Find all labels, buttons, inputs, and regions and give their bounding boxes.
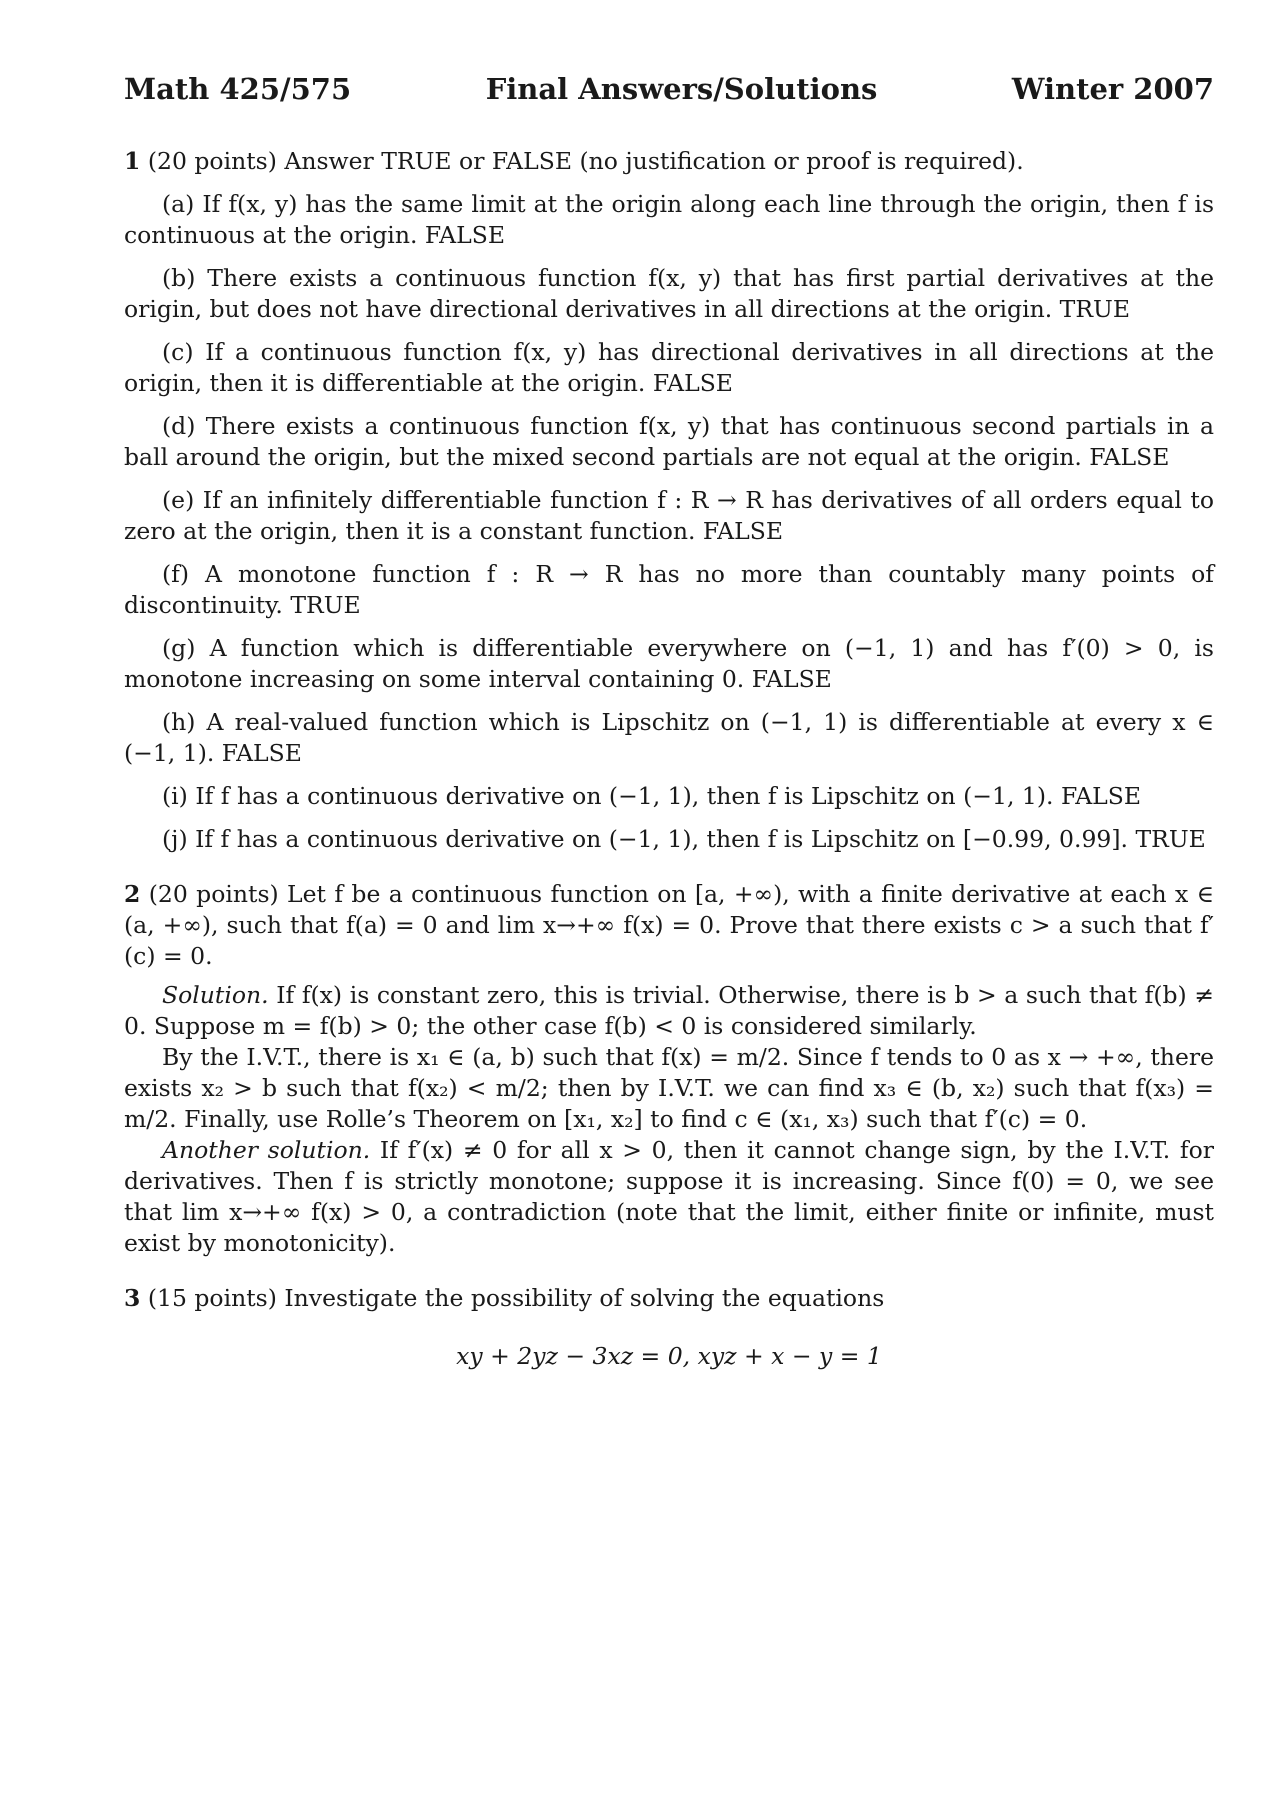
q1-item-b: (b) There exists a continuous function f(x, y) that has first partial derivatives at the origin, but does not have directional derivatives in all directions at the origin. TRUE: [124, 264, 1214, 323]
q1-item-i: (i) If f has a continuous derivative on (−1, 1), then f is Lipschitz on (−1, 1). FALSE: [162, 782, 1142, 810]
q1-item-c: (c) If a continuous function f(x, y) has directional derivatives in all directions at the origin, then it is differentiable at the origin. FALSE: [124, 338, 1214, 397]
q2-solution-continued: By the I.V.T., there is x₁ ∈ (a, b) such that f(x) = m/2. Since f tends to 0 as x → +∞, there exists x₂ > b such that f(x₂) < m/2; then by I.V.T. we can find x₃ ∈ (b, x₂) such that f(x₃) = m/2. Finally, use Rolle’s Theorem on [x₁, x₂] to find c ∈ (x₁, x₃) such that f′(c) = 0.: [124, 1043, 1214, 1133]
solution-label: Solution.: [162, 981, 269, 1009]
course-number: Math 425/575: [124, 72, 352, 106]
q1-item-e: (e) If an infinitely differentiable function f : R → R has derivatives of all orders equal to zero at the origin, then it is a constant function. FALSE: [124, 486, 1214, 545]
exam-page: [124, 72, 1214, 1370]
q3-equation: xy + 2yz − 3xz = 0, xyz + x − y = 1: [456, 1342, 882, 1370]
q1-item-f: (f) A monotone function f : R → R has no more than countably many points of discontinuity. TRUE: [124, 560, 1214, 619]
question-number: 2: [124, 880, 141, 908]
question-3-prompt: 3 (15 points) Investigate the possibility of solving the equations: [124, 1284, 885, 1312]
question-number: 3: [124, 1284, 141, 1312]
question-1-prompt: 1 (20 points) Answer TRUE or FALSE (no justification or proof is required).: [124, 147, 1024, 175]
question-3: [124, 1283, 1214, 1370]
q2-solution: Solution. If f(x) is constant zero, this is trivial. Otherwise, there is b > a such that f(b) ≠ 0. Suppose m = f(b) > 0; the other case f(b) < 0 is considered similarly.: [124, 981, 1214, 1040]
term: Winter 2007: [1011, 72, 1214, 106]
another-solution-label: Another solution.: [162, 1136, 371, 1164]
q2-another-solution: Another solution. If f′(x) ≠ 0 for all x > 0, then it cannot change sign, by the I.V.T. for derivatives. Then f is strictly monotone; suppose it is increasing. Since f(0) = 0, we see that lim x→+∞ f(x) > 0, a contradiction (note that the limit, either finite or infinite, must exist by monotonicity).: [124, 1136, 1215, 1257]
document-title: Final Answers/Solutions: [485, 72, 878, 106]
page-header: [124, 72, 1214, 106]
q1-item-a: (a) If f(x, y) has the same limit at the origin along each line through the origin, then f is continuous at the origin. FALSE: [124, 190, 1214, 249]
q1-item-h: (h) A real-valued function which is Lipschitz on (−1, 1) is differentiable at every x ∈ (−1, 1). FALSE: [124, 708, 1214, 767]
question-number: 1: [124, 147, 141, 175]
q1-item-g: (g) A function which is differentiable everywhere on (−1, 1) and has f′(0) > 0, is monotone increasing on some interval containing 0. FALSE: [124, 634, 1214, 693]
q1-item-j: (j) If f has a continuous derivative on (−1, 1), then f is Lipschitz on [−0.99, 0.99]. TRUE: [162, 825, 1206, 853]
question-2-prompt: 2 (20 points) Let f be a continuous function on [a, +∞), with a finite derivative at each x ∈ (a, +∞), such that f(a) = 0 and lim x→+∞ f(x) = 0. Prove that there exists c > a such that f′(c) = 0.: [124, 880, 1214, 970]
q1-item-d: (d) There exists a continuous function f(x, y) that has continuous second partials in a ball around the origin, but the mixed second partials are not equal at the origin. FALSE: [124, 412, 1214, 471]
question-2: [124, 879, 1214, 1259]
question-1: [124, 146, 1214, 855]
